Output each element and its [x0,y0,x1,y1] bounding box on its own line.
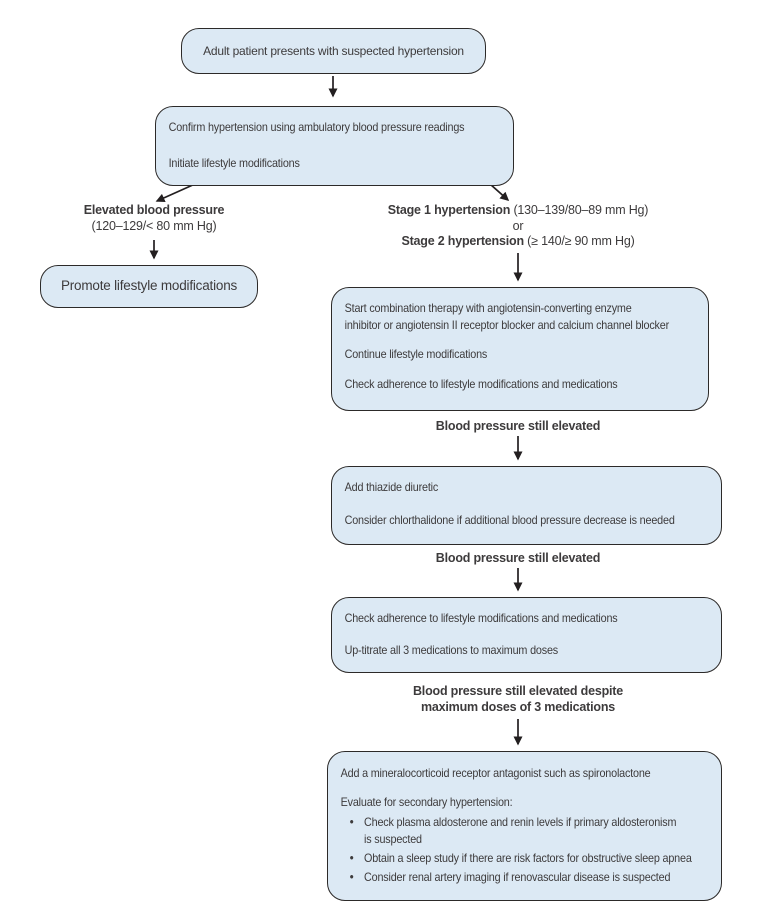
stage2-range: (≥ 140/≥ 90 mm Hg) [527,234,635,248]
elevated-bp-range: (120–129/< 80 mm Hg) [91,218,217,233]
list-item [341,850,709,867]
node-text-line: Confirm hypertension using ambulatory blood pressure readings [168,120,465,134]
node-start-combination-therapy [331,287,709,411]
node-add-thiazide [331,466,722,545]
node-check-adherence-uptitrate [331,597,722,673]
node-add-mra [327,751,722,901]
node-promote-lifestyle-text: Promote lifestyle modifications [60,278,238,294]
bullet-text-line: • Obtain a sleep study if there are risk factors for obstructive sleep apnea [364,851,692,865]
branch-label-stage-hypertension [332,203,704,250]
stage2-title: Stage 2 hypertension [401,234,524,248]
label-bp-still-elevated-1 [368,419,668,435]
arrow-confirm-to-elevated [157,184,195,201]
arrow-confirm-to-stage [490,184,508,200]
label-text-line: maximum doses of 3 medications [420,699,616,714]
bullet-text-line: • Consider renal artery imaging if renovascular disease is suspected [364,870,671,884]
node-text-line: Continue lifestyle modifications [344,347,488,361]
stage1-range: (130–139/80–89 mm Hg) [513,203,649,217]
label-text-line: Blood pressure still elevated despite [412,684,624,698]
node-text-line: Check adherence to lifestyle modifications and medications [344,376,618,391]
node-promote-lifestyle [40,265,258,308]
node-text-line: inhibitor or angiotensin II receptor blocker and calcium channel blocker [344,317,670,332]
stage1-line [332,203,704,219]
or-text: or [512,218,524,233]
label-text: Blood pressure still elevated [435,551,601,565]
bullet-text-line: is suspected [364,832,422,846]
node-text-line: Evaluate for secondary hypertension: [340,795,513,809]
elevated-bp-title: Elevated blood pressure [83,203,225,217]
node-text-line: Start combination therapy with angiotensin-converting enzyme [344,301,632,315]
branch-label-elevated-bp [44,203,264,234]
stage2-line [332,234,704,250]
list-item [341,869,709,886]
node-text-line: Add a mineralocorticoid receptor antagonist such as spironolactone [340,766,651,780]
node-text-line: Check adherence to lifestyle modifications and medications [344,611,618,625]
stage1-title: Stage 1 hypertension [387,203,511,217]
node-text-line: Initiate lifestyle modifications [168,155,300,170]
node-adult-patient-text: Adult patient presents with suspected hypertension [203,43,464,58]
label-text: Blood pressure still elevated [435,419,601,433]
node-text-line: Add thiazide diuretic [344,480,439,494]
list-item [341,814,709,848]
label-bp-still-elevated-2 [368,551,668,567]
node-adult-patient [181,28,486,74]
node-text-line: Consider chlorthalidone if additional blood pressure decrease is needed [344,512,675,527]
label-bp-elevated-despite-max [368,684,668,715]
bullet-text-line: • Check plasma aldosterone and renin levels if primary aldosteronism [364,815,677,829]
node-text-line: Up-titrate all 3 medications to maximum doses [344,642,558,657]
node-confirm-hypertension [155,106,514,186]
mra-bullet-list [341,814,709,886]
